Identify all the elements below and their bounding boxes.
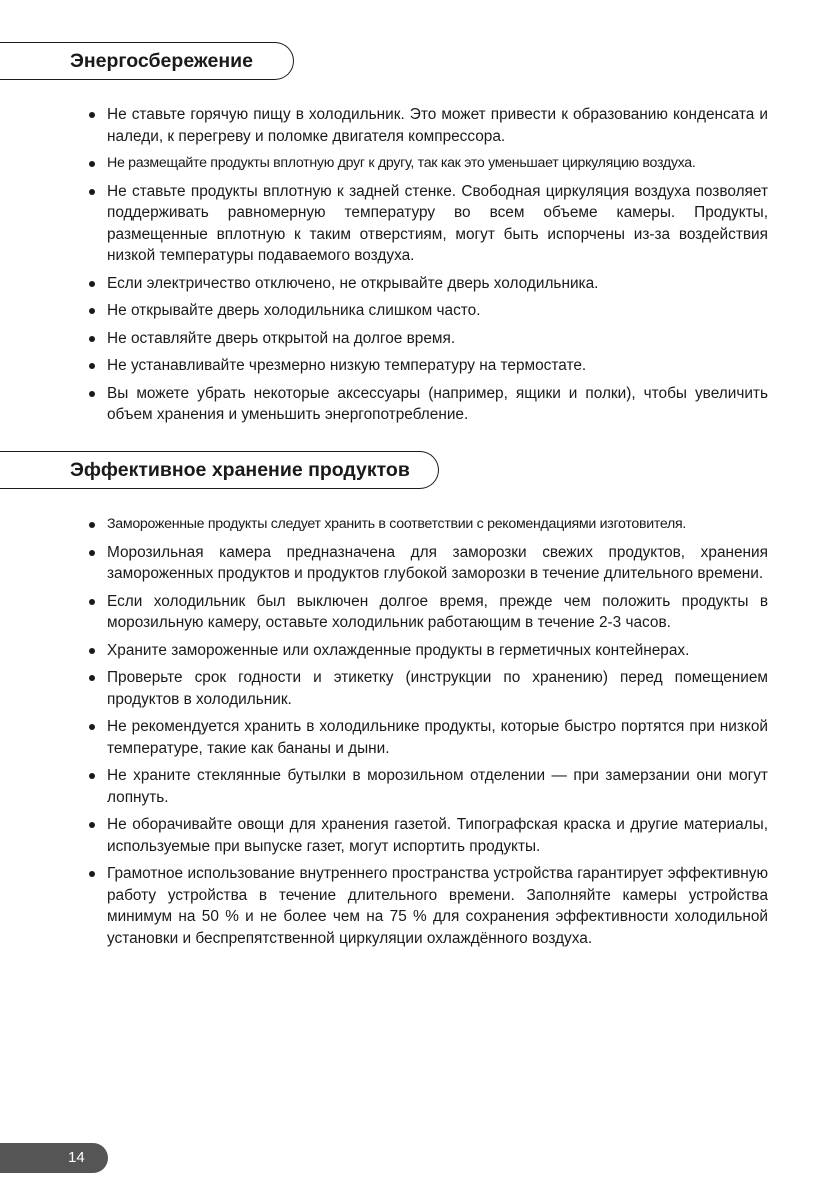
list-item: Не ставьте продукты вплотную к задней стенке. Свободная циркуляция воздуха позволяет поддерживать равномерную температуру во всем объеме камеры. Продукты, размещенные вплотную к таким отверстиям, могут быть испорчены из-за воздействия низкой температуры подаваемого воздуха.	[86, 181, 768, 267]
energy-saving-list	[86, 104, 768, 432]
list-item: Если холодильник был выключен долгое время, прежде чем положить продукты в морозильную камеру, оставьте холодильник работающим в течение 2-3 часов.	[86, 591, 768, 634]
list-item: Морозильная камера предназначена для заморозки свежих продуктов, хранения замороженных продуктов и продуктов глубокой заморозки в течение длительного времени.	[86, 542, 768, 585]
list-item: Замороженные продукты следует хранить в соответствии с рекомендациями изготовителя.	[86, 514, 768, 536]
page-number: 14	[0, 1143, 108, 1173]
list-item: Вы можете убрать некоторые аксессуары (например, ящики и полки), чтобы увеличить объем хранения и уменьшить энергопотребление.	[86, 383, 768, 426]
list-item: Если электричество отключено, не открывайте дверь холодильника.	[86, 273, 768, 295]
list-item: Не ставьте горячую пищу в холодильник. Это может привести к образованию конденсата и наледи, к перегреву и поломке двигателя компрессора.	[86, 104, 768, 147]
effective-storage-list	[86, 514, 768, 955]
list-item: Не оставляйте дверь открытой на долгое время.	[86, 328, 768, 350]
section-title: Эффективное хранение продуктов	[70, 458, 410, 481]
list-item: Проверьте срок годности и этикетку (инструкции по хранению) перед помещением продуктов в холодильник.	[86, 667, 768, 710]
list-item: Не устанавливайте чрезмерно низкую температуру на термостате.	[86, 355, 768, 377]
list-item: Не рекомендуется хранить в холодильнике продукты, которые быстро портятся при низкой температуре, такие как бананы и дыни.	[86, 716, 768, 759]
section-title: Энергосбережение	[70, 49, 253, 72]
list-item: Грамотное использование внутреннего пространства устройства гарантирует эффективную работу устройства в течение длительного времени. Заполняйте камеры устройства минимум на 50 % и не более чем на 75 % для сохранения эффективности холодильной установки и беспрепятственной циркуляции охлаждённого воздуха.	[86, 863, 768, 949]
section-header-effective-storage	[0, 451, 439, 489]
list-item: Не храните стеклянные бутылки в морозильном отделении — при замерзании они могут лопнуть.	[86, 765, 768, 808]
list-item: Не открывайте дверь холодильника слишком часто.	[86, 300, 768, 322]
list-item: Не размещайте продукты вплотную друг к другу, так как это уменьшает циркуляцию воздуха.	[86, 153, 768, 175]
list-item: Не оборачивайте овощи для хранения газетой. Типографская краска и другие материалы, используемые при выпуске газет, могут испортить продукты.	[86, 814, 768, 857]
list-item: Храните замороженные или охлажденные продукты в герметичных контейнерах.	[86, 640, 768, 662]
section-header-energy-saving	[0, 42, 294, 80]
